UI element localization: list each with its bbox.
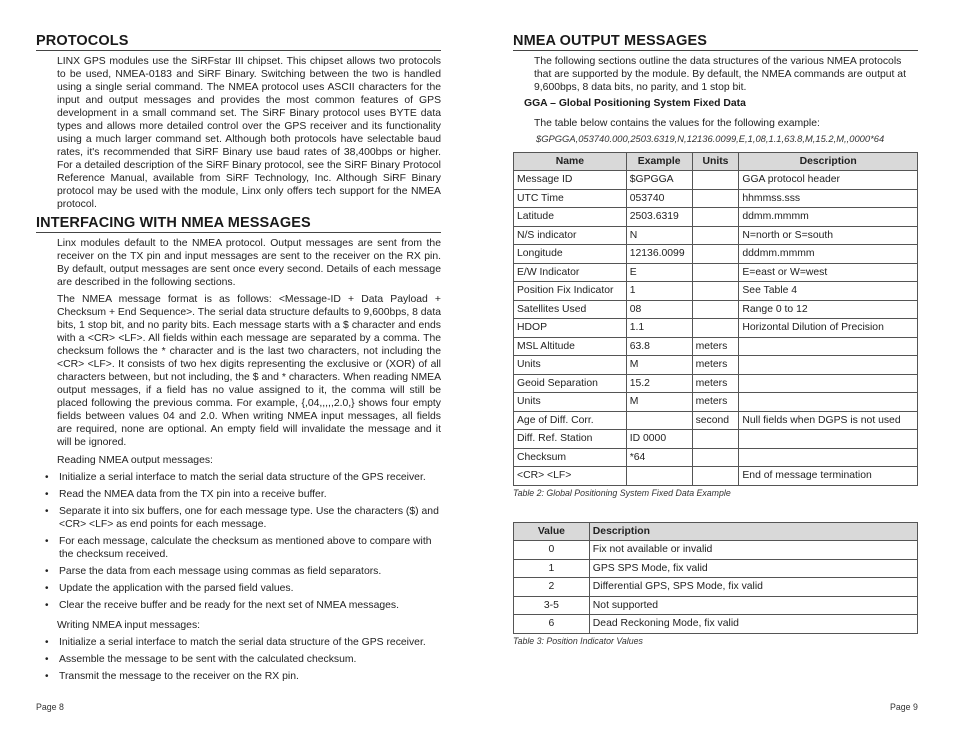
protocols-body: LINX GPS modules use the SiRFstar III chipset. This chipset allows two protocols to be used, NMEA-0183 and SiRF Binary. Switching between the two is handled using a single serial command. The NMEA protocol uses ASCII characters for the input and output messages and provides the most common features of GPS development in a small command set. The SiRF Binary protocol uses BYTE data types and allows more detailed control over the GPS receiver and its functionality using a much larger command set. Although both protocols have selectable baud rates, it's recommended that SiRF Binary use baud rates of 38,400bps or higher. For a detailed description of the SiRF Binary protocol, see the SiRF Binary Protocol Reference Manual, available from SiRF Technology, Inc. Although SiRF Binary protocol may be used with the module, Linx only offers tech support for the NMEA protocol. [57,56,441,210]
table-row [514,226,918,245]
table-row [514,171,918,190]
writing-list [36,636,441,683]
table-cell [626,467,692,486]
table-cell: <CR> <LF> [514,467,627,486]
table-row [514,615,918,634]
table-cell [739,448,918,467]
table-row [514,263,918,282]
table-row [514,596,918,615]
table-cell: 12136.0099 [626,245,692,264]
gga-example: $GPGGA,053740.000,2503.6319,N,12136.0099,E,1,08,1.1,63.8,M,15.2,M,,0000*64 [536,133,885,144]
table-cell: Horizontal Dilution of Precision [739,319,918,338]
table-cell: See Table 4 [739,282,918,301]
col-header-description: Description [589,523,917,541]
table-cell: Units [514,356,627,375]
table-cell: Message ID [514,171,627,190]
table-cell: N/S indicator [514,226,627,245]
table-cell: Differential GPS, SPS Mode, fix valid [589,578,917,597]
table-cell: ID 0000 [626,430,692,449]
table-row [514,430,918,449]
table-cell [692,300,739,319]
col-header-name: Name [514,153,627,171]
table-cell: meters [692,356,739,375]
col-header-value: Value [514,523,590,541]
table-cell: Age of Diff. Corr. [514,411,627,430]
table-cell: HDOP [514,319,627,338]
table-cell: second [692,411,739,430]
table-cell: Latitude [514,208,627,227]
list-item: • For each message, calculate the checksum as mentioned above to compare with the checksum received. [45,536,432,560]
table-cell: 0 [514,541,590,560]
table-cell [739,374,918,393]
table-cell: Dead Reckoning Mode, fix valid [589,615,917,634]
list-item: • Separate it into six buffers, one for each message type. Use the characters ($) and <CR> <LF> as end points for each message. [45,506,439,530]
protocols-heading: PROTOCOLS [36,33,441,51]
position-indicator-table [513,522,918,634]
list-item: • Initialize a serial interface to match the serial data structure of the GPS receiver. [45,472,426,483]
table-cell: ddmm.mmmm [739,208,918,227]
list-item: • Update the application with the parsed field values. [45,583,294,594]
table-cell: meters [692,337,739,356]
table-cell: Checksum [514,448,627,467]
table-cell: 1.1 [626,319,692,338]
table-cell [739,356,918,375]
table-cell [692,282,739,301]
table-cell: *64 [626,448,692,467]
table-row [514,319,918,338]
nmea-output-heading: NMEA OUTPUT MESSAGES [513,33,918,51]
list-item: • Initialize a serial interface to match the serial data structure of the GPS receiver. [45,637,426,648]
reading-label: Reading NMEA output messages: [57,455,213,466]
nmea-output-intro: The following sections outline the data structures of the various NMEA protocols that are supported by the module. By default, the NMEA commands are output at 9,600bps, 8 data bits, no parity, and 1 stop bit. [534,56,906,93]
table-cell: E/W Indicator [514,263,627,282]
table-cell: Null fields when DGPS is not used [739,411,918,430]
table-cell: UTC Time [514,189,627,208]
col-header-units: Units [692,153,739,171]
table-cell [692,319,739,338]
page-number-left: Page 8 [36,702,64,712]
table-row [514,467,918,486]
table-cell: dddmm.mmmm [739,245,918,264]
table-cell: M [626,393,692,412]
table-cell: MSL Altitude [514,337,627,356]
table3-caption: Table 3: Position Indicator Values [513,635,643,646]
table-row [514,448,918,467]
table-cell: Diff. Ref. Station [514,430,627,449]
table-cell: N [626,226,692,245]
interfacing-para2: The NMEA message format is as follows: <Message-ID + Data Payload + Checksum + End Sequence>. The serial data structure defaults to 9,600bps, 8 data bits, 1 stop bit, and no parity bits. Each message starts with a $ character and ends with a <CR> <LF>. All fields within each message are separated by a comma. The checksum follows the * character and is the last two characters, not including the <CR> <LF>. It consists of two hex digits representing the exclusive or (XOR) of all characters between, but not including, the $ and * characters. When reading NMEA output messages, if a field has no value assigned to it, the comma will still be placed following the previous comma. For example, {,04,,,,,2.0,} shows four empty fields between values 04 and 2.0. When writing NMEA input messages, all fields are required, none are optional. An empty field will invalidate the message and it will be ignored. [57,294,441,448]
table-cell: 1 [626,282,692,301]
table-cell: M [626,356,692,375]
table-intro: The table below contains the values for the following example: [534,118,820,129]
table-header-row [514,153,918,171]
table-cell: Satellites Used [514,300,627,319]
table-cell: 2 [514,578,590,597]
table-cell: 3-5 [514,596,590,615]
table-row [514,300,918,319]
table-row [514,208,918,227]
table-cell [692,189,739,208]
interfacing-para1: Linx modules default to the NMEA protocol. Output messages are sent from the receiver on the TX pin and input messages are sent to the receiver on the RX pin. By default, output messages are sent once every second. Details of each message are described in the following sections. [57,238,441,288]
table-cell: Position Fix Indicator [514,282,627,301]
table-row [514,374,918,393]
table-cell: meters [692,374,739,393]
table-cell [692,171,739,190]
list-item: • Parse the data from each message using commas as field separators. [45,566,382,577]
table-row [514,411,918,430]
table-cell: hhmmss.sss [739,189,918,208]
table-row [514,245,918,264]
table-cell: Not supported [589,596,917,615]
table-cell [692,467,739,486]
table-cell [739,337,918,356]
table-row [514,541,918,560]
table-row [514,337,918,356]
gga-table [513,152,918,486]
reading-list [36,471,441,612]
table-cell: E=east or W=west [739,263,918,282]
table-cell: 15.2 [626,374,692,393]
table-cell: meters [692,393,739,412]
table-cell: Longitude [514,245,627,264]
table-row [514,393,918,412]
table-cell: E [626,263,692,282]
table-cell: Range 0 to 12 [739,300,918,319]
list-item: • Clear the receive buffer and be ready for the next set of NMEA messages. [45,600,399,611]
table-row [514,578,918,597]
table-cell: $GPGGA [626,171,692,190]
table-cell: 63.8 [626,337,692,356]
table-cell [692,448,739,467]
col-header-example: Example [626,153,692,171]
gga-heading: GGA – Global Positioning System Fixed Data [524,98,746,109]
table-cell [692,263,739,282]
table-header-row [514,523,918,541]
list-item: • Transmit the message to the receiver on the RX pin. [45,671,299,682]
list-item: • Assemble the message to be sent with the calculated checksum. [45,654,357,665]
table-cell [692,430,739,449]
table-cell [692,245,739,264]
table-cell: End of message termination [739,467,918,486]
table-cell: 2503.6319 [626,208,692,227]
table-row [514,559,918,578]
table-cell [739,430,918,449]
table-cell: 053740 [626,189,692,208]
table-row [514,189,918,208]
table-cell [626,411,692,430]
interfacing-heading: INTERFACING WITH NMEA MESSAGES [36,215,441,233]
table-cell: 6 [514,615,590,634]
table-cell: Geoid Separation [514,374,627,393]
table-row [514,282,918,301]
table-cell: Units [514,393,627,412]
table-cell [739,393,918,412]
page-number-right: Page 9 [890,702,918,712]
table-cell: Fix not available or invalid [589,541,917,560]
table-cell [692,208,739,227]
list-item: • Read the NMEA data from the TX pin into a receive buffer. [45,489,327,500]
table-row [514,356,918,375]
table-cell: 08 [626,300,692,319]
writing-label: Writing NMEA input messages: [57,620,201,631]
table-cell: 1 [514,559,590,578]
table-cell: GPS SPS Mode, fix valid [589,559,917,578]
table2-caption: Table 2: Global Positioning System Fixed Data Example [513,487,731,498]
col-header-description: Description [739,153,918,171]
table-cell [692,226,739,245]
table-cell: GGA protocol header [739,171,918,190]
table-cell: N=north or S=south [739,226,918,245]
